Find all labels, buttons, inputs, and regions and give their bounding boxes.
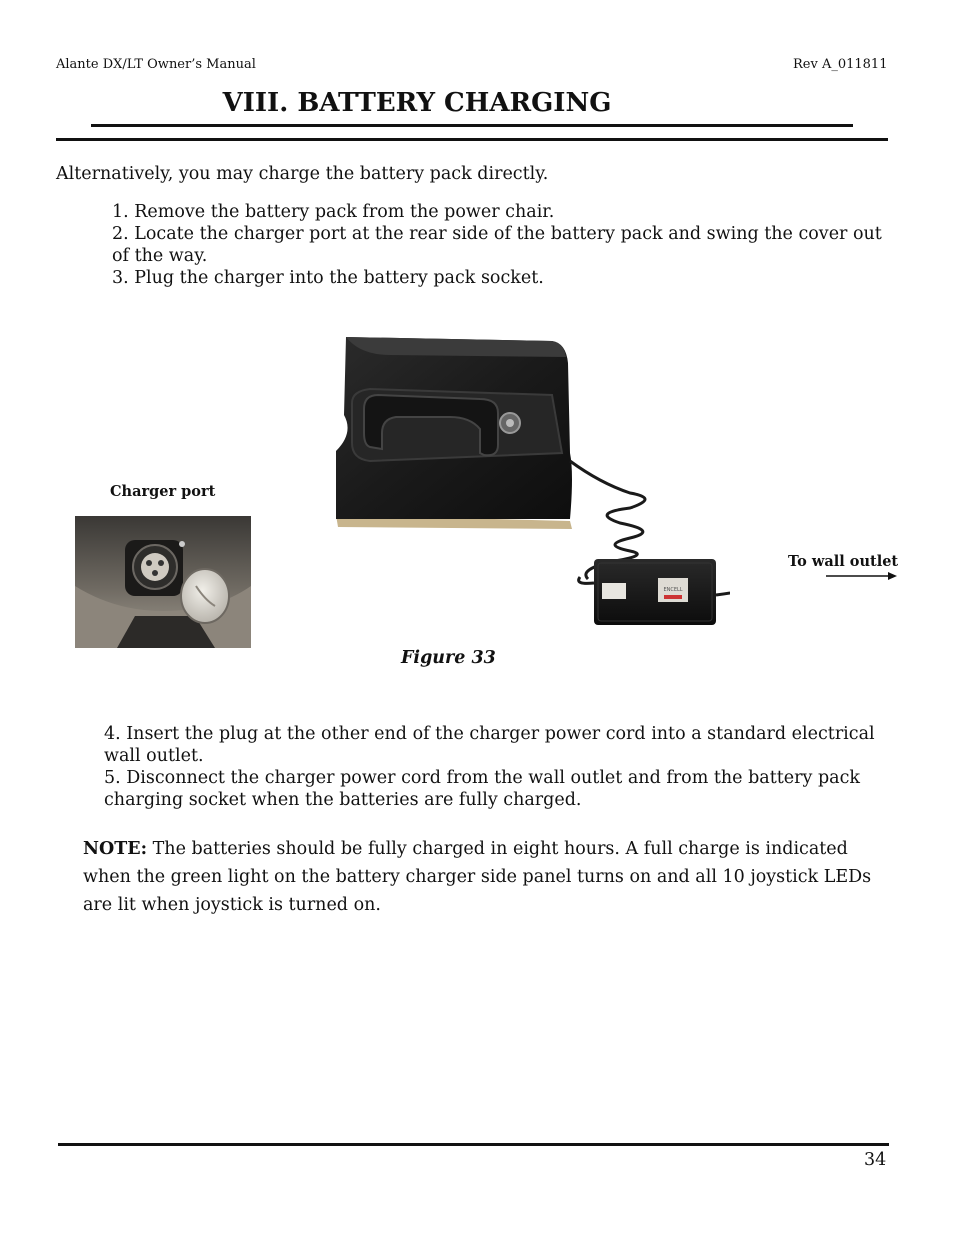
header-manual-title: Alante DX/LT Owner’s Manual xyxy=(56,57,256,72)
note-text-1: The batteries should be fully charged in eight hours. A full charge is indicated xyxy=(147,839,848,859)
wall-outlet-label: To wall outlet xyxy=(788,553,899,570)
footer-divider xyxy=(58,1143,889,1146)
intro-paragraph: Alternatively, you may charge the battery pack directly. xyxy=(56,164,549,184)
step-3: 3. Plug the charger into the battery pack socket. xyxy=(112,268,544,288)
note-line-1 xyxy=(83,835,848,863)
note-label: NOTE: xyxy=(83,839,148,859)
figure-caption: Figure 33 xyxy=(401,648,496,668)
step-1: 1. Remove the battery pack from the power chair. xyxy=(112,202,555,222)
step-4-continued: wall outlet. xyxy=(104,746,204,766)
battery-pack-photo xyxy=(330,333,730,633)
note-line-3: are lit when joystick is turned on. xyxy=(83,895,381,915)
charger-sticker-text: ENCELL xyxy=(663,587,683,593)
page-number: 34 xyxy=(864,1150,887,1170)
step-5-continued: charging socket when the batteries are fully charged. xyxy=(104,790,582,810)
step-2-continued: of the way. xyxy=(112,246,208,266)
step-4: 4. Insert the plug at the other end of the charger power cord into a standard electrical xyxy=(104,724,875,744)
title-underline xyxy=(91,124,853,127)
header-divider xyxy=(56,138,888,141)
charger-port-photo xyxy=(75,516,251,648)
arrow-right-icon xyxy=(826,570,898,582)
charger-port-label: Charger port xyxy=(110,483,216,500)
page-title: VIII. BATTERY CHARGING xyxy=(222,88,612,118)
header-revision: Rev A_011811 xyxy=(793,57,888,72)
note-line-2: when the green light on the battery charger side panel turns on and all 10 joystick LEDs xyxy=(83,867,872,887)
step-2: 2. Locate the charger port at the rear side of the battery pack and swing the cover out xyxy=(112,224,882,244)
step-5: 5. Disconnect the charger power cord from the wall outlet and from the battery pack xyxy=(104,768,861,788)
